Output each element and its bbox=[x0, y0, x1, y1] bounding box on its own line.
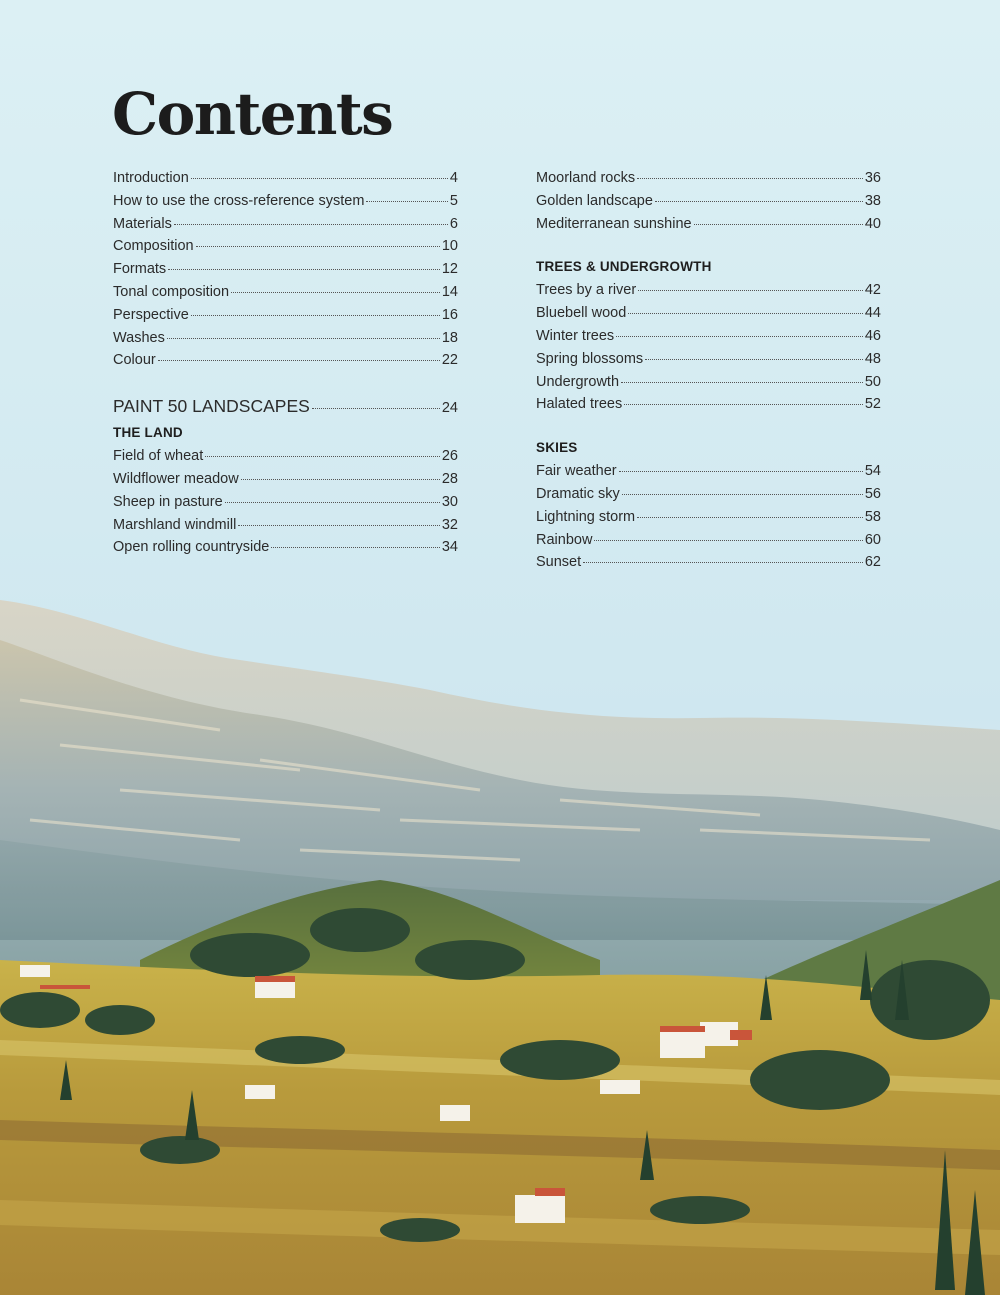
toc-entry-label: Introduction bbox=[113, 170, 189, 186]
toc-entry-label: Fair weather bbox=[536, 463, 617, 480]
leader-dots bbox=[238, 525, 440, 526]
toc-entry[interactable] bbox=[113, 471, 458, 494]
leader-dots bbox=[167, 338, 440, 339]
leader-dots bbox=[158, 360, 440, 361]
toc-entry-label: Rainbow bbox=[536, 531, 593, 548]
toc-entry-page: 44 bbox=[864, 305, 881, 322]
toc-entry-page: 54 bbox=[864, 463, 881, 480]
toc-entry[interactable] bbox=[536, 463, 881, 486]
toc-entry-label: Winter trees bbox=[536, 327, 615, 344]
toc-entry[interactable] bbox=[113, 539, 458, 562]
toc-entry-label: Washes bbox=[113, 329, 165, 346]
leader-dots bbox=[174, 224, 448, 225]
toc-entry[interactable] bbox=[113, 352, 458, 375]
toc-entry-label: How to use the cross-reference system bbox=[113, 192, 365, 209]
toc-entry[interactable] bbox=[536, 328, 881, 351]
leader-dots bbox=[637, 517, 863, 518]
leader-dots bbox=[621, 382, 863, 383]
spacer bbox=[536, 238, 881, 256]
toc-entry-page: 30 bbox=[441, 493, 458, 510]
section-heading-trees-undergrowth: TREES & UNDERGROWTH bbox=[536, 259, 712, 275]
toc-entry-page: 18 bbox=[441, 329, 458, 346]
toc-entry-page: 40 bbox=[864, 215, 881, 232]
toc-entry-page: 46 bbox=[864, 327, 881, 344]
toc-entry-page: 60 bbox=[864, 531, 881, 548]
toc-entry-label: Bluebell wood bbox=[536, 305, 627, 322]
toc-entry[interactable] bbox=[113, 170, 458, 193]
toc-entry-page: 56 bbox=[864, 485, 881, 502]
toc-entry-label: Sheep in pasture bbox=[113, 493, 223, 510]
leader-dots bbox=[196, 246, 440, 247]
toc-entry[interactable] bbox=[536, 532, 881, 555]
toc-entry-page: 4 bbox=[449, 170, 458, 186]
leader-dots bbox=[583, 562, 863, 563]
toc-entry-label: Sunset bbox=[536, 554, 582, 571]
toc-entry-page: 50 bbox=[864, 373, 881, 390]
toc-entry[interactable] bbox=[536, 216, 881, 239]
toc-entry[interactable] bbox=[113, 517, 458, 540]
toc-entry[interactable] bbox=[536, 509, 881, 532]
toc-entry-page: 6 bbox=[449, 215, 458, 232]
toc-left-column bbox=[113, 170, 458, 562]
toc-entry-page: 42 bbox=[864, 282, 881, 299]
toc-part-label: PAINT 50 LANDSCAPES bbox=[113, 396, 310, 417]
toc-entry[interactable] bbox=[536, 554, 881, 577]
toc-entry-page: 10 bbox=[441, 238, 458, 255]
leader-dots bbox=[638, 290, 863, 291]
toc-entry[interactable] bbox=[113, 284, 458, 307]
toc-entry-label: Open rolling countryside bbox=[113, 539, 270, 556]
toc-entry-page: 5 bbox=[449, 192, 458, 209]
toc-entry-page: 38 bbox=[864, 192, 881, 209]
toc-entry[interactable] bbox=[536, 193, 881, 216]
toc-entry[interactable] bbox=[113, 238, 458, 261]
toc-entry[interactable] bbox=[536, 374, 881, 397]
toc-entry-label: Undergrowth bbox=[536, 373, 620, 390]
spacer bbox=[113, 375, 458, 396]
leader-dots bbox=[616, 336, 863, 337]
toc-entry-page: 28 bbox=[441, 470, 458, 487]
toc-entry-label: Mediterranean sunshine bbox=[536, 215, 692, 232]
leader-dots bbox=[241, 479, 440, 480]
toc-part-page: 24 bbox=[441, 400, 458, 417]
toc-right-column bbox=[536, 170, 881, 577]
toc-entry[interactable] bbox=[113, 193, 458, 216]
leader-dots bbox=[191, 178, 448, 179]
toc-entry-page: 58 bbox=[864, 508, 881, 525]
toc-entry-page: 48 bbox=[864, 350, 881, 367]
toc-entry-label: Materials bbox=[113, 215, 172, 232]
toc-entry[interactable] bbox=[113, 494, 458, 517]
section-heading-the-land: THE LAND bbox=[113, 425, 183, 441]
toc-entry-label: Wildflower meadow bbox=[113, 470, 239, 487]
toc-entry-label: Dramatic sky bbox=[536, 485, 620, 502]
toc-entry-page: 32 bbox=[441, 516, 458, 533]
toc-entry-label: Halated trees bbox=[536, 396, 623, 413]
toc-entry[interactable] bbox=[113, 307, 458, 330]
leader-dots bbox=[312, 408, 440, 409]
toc-entry-label: Trees by a river bbox=[536, 282, 637, 299]
toc-entry-page: 36 bbox=[864, 170, 881, 186]
page-title: Contents bbox=[112, 80, 393, 148]
leader-dots bbox=[594, 540, 862, 541]
toc-entry-page: 52 bbox=[864, 396, 881, 413]
toc-entry-label: Composition bbox=[113, 238, 194, 255]
toc-entry[interactable] bbox=[536, 170, 881, 193]
leader-dots bbox=[366, 201, 447, 202]
leader-dots bbox=[619, 471, 863, 472]
leader-dots bbox=[205, 456, 440, 457]
leader-dots bbox=[168, 269, 440, 270]
toc-entry-page: 22 bbox=[441, 352, 458, 369]
toc-entry-page: 34 bbox=[441, 539, 458, 556]
toc-entry[interactable] bbox=[536, 305, 881, 328]
leader-dots bbox=[694, 224, 863, 225]
toc-entry-label: Spring blossoms bbox=[536, 350, 644, 367]
leader-dots bbox=[225, 502, 440, 503]
toc-entry-label: Tonal composition bbox=[113, 283, 230, 300]
toc-part-entry[interactable] bbox=[113, 396, 458, 422]
leader-dots bbox=[655, 201, 863, 202]
toc-entry-label: Marshland windmill bbox=[113, 516, 237, 533]
toc-entry[interactable] bbox=[113, 448, 458, 471]
toc-entry-page: 62 bbox=[864, 554, 881, 571]
toc-entry-page: 26 bbox=[441, 448, 458, 465]
spacer bbox=[536, 419, 881, 437]
toc-entry-page: 16 bbox=[441, 306, 458, 323]
toc-entry-page: 14 bbox=[441, 283, 458, 300]
leader-dots bbox=[628, 313, 863, 314]
toc-entry[interactable] bbox=[113, 261, 458, 284]
leader-dots bbox=[637, 178, 863, 179]
toc-entry-label: Golden landscape bbox=[536, 192, 653, 209]
toc-entry-label: Formats bbox=[113, 261, 167, 278]
toc-entry-label: Colour bbox=[113, 352, 156, 369]
toc-entry[interactable] bbox=[536, 486, 881, 509]
toc-entry-page: 12 bbox=[441, 261, 458, 278]
toc-entry-label: Perspective bbox=[113, 306, 189, 323]
toc-entry[interactable] bbox=[113, 330, 458, 353]
toc-entry[interactable] bbox=[536, 351, 881, 374]
leader-dots bbox=[624, 404, 863, 405]
toc-entry-label: Moorland rocks bbox=[536, 170, 636, 186]
toc-entry[interactable] bbox=[536, 282, 881, 305]
toc-entry[interactable] bbox=[536, 396, 881, 419]
leader-dots bbox=[645, 359, 863, 360]
leader-dots bbox=[231, 292, 440, 293]
toc-entry-label: Lightning storm bbox=[536, 508, 636, 525]
leader-dots bbox=[271, 547, 439, 548]
toc-entry-label: Field of wheat bbox=[113, 448, 204, 465]
toc-entry[interactable] bbox=[113, 216, 458, 239]
leader-dots bbox=[622, 494, 863, 495]
leader-dots bbox=[191, 315, 440, 316]
section-heading-skies: SKIES bbox=[536, 440, 578, 456]
